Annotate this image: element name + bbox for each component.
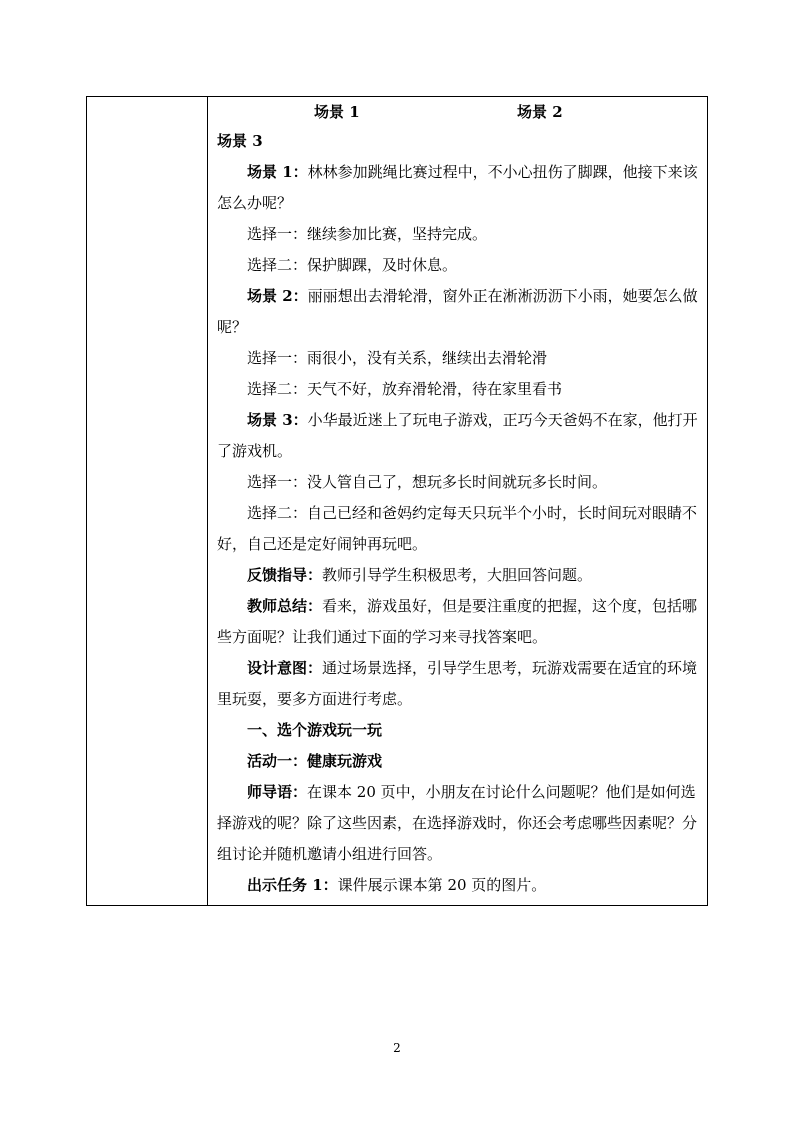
scene2-label: 场景 2： <box>247 287 308 305</box>
task-text: 课件展示课本第 20 页的图片。 <box>337 876 547 894</box>
feedback-label: 反馈指导： <box>247 566 323 584</box>
scene3-choice2: 选择二：自己已经和爸妈约定每天只玩半个小时，长时间玩对眼睛不好，自己还是定好闹钟再玩吧。 <box>217 504 698 553</box>
scene2-paragraph <box>217 281 699 343</box>
feedback-paragraph <box>217 560 699 591</box>
scene3-paragraph <box>217 405 699 467</box>
scene3-choice1: 选择一：没人管自己了，想玩多长时间就玩多长时间。 <box>247 473 608 491</box>
scene1-choice2: 选择二：保护脚踝，及时休息。 <box>247 256 458 274</box>
feedback-text: 教师引导学生积极思考，大胆回答问题。 <box>322 566 593 584</box>
summary-text: 看来，游戏虽好，但是要注重度的把握，这个度，包括哪些方面呢？让我们通过下面的学习来寻找答案吧。 <box>217 597 698 646</box>
guide-label: 师导语： <box>247 783 308 801</box>
summary-label: 教师总结： <box>247 597 323 615</box>
scene3-text: 小华最近迷上了玩电子游戏，正巧今天爸妈不在家，他打开了游戏机。 <box>217 411 698 460</box>
scene1-text: 林林参加跳绳比赛过程中，不小心扭伤了脚踝，他接下来该怎么办呢？ <box>217 163 698 212</box>
scene2-text: 丽丽想出去滑轮滑，窗外正在淅淅沥沥下小雨，她要怎么做呢？ <box>217 287 698 336</box>
summary-paragraph <box>217 591 699 653</box>
page-number: 2 <box>393 1041 401 1055</box>
scene1-paragraph <box>217 157 699 219</box>
lesson-content <box>208 97 707 901</box>
right-column-cell <box>208 97 707 905</box>
scene2-choice2: 选择二：天气不好，放弃滑轮滑，待在家里看书 <box>247 380 563 398</box>
scene1-header: 场景 1 <box>314 103 360 121</box>
scene-headers <box>217 101 699 123</box>
design-label: 设计意图： <box>247 659 323 677</box>
activity-title: 活动一：健康玩游戏 <box>247 752 383 770</box>
lesson-table <box>86 96 708 906</box>
design-paragraph <box>217 653 699 715</box>
scene3-label: 场景 3： <box>247 411 308 429</box>
scene3-header: 场景 3 <box>217 132 263 150</box>
section-title: 一、选个游戏玩一玩 <box>247 721 383 739</box>
scene1-label: 场景 1： <box>247 163 308 181</box>
guide-text: 在课本 20 页中，小朋友在讨论什么问题呢？他们是如何选择游戏的呢？除了这些因素，在选择游戏时，你还会考虑哪些因素呢？分组讨论并随机邀请小组进行回答。 <box>217 783 698 863</box>
left-column-cell <box>87 97 208 905</box>
design-text: 通过场景选择，引导学生思考，玩游戏需要在适宜的环境里玩耍，要多方面进行考虑。 <box>217 659 698 708</box>
task-label: 出示任务 1： <box>247 876 338 894</box>
task-paragraph <box>217 870 699 901</box>
scene1-choice1: 选择一：继续参加比赛，坚持完成。 <box>247 225 488 243</box>
scene2-choice1: 选择一：雨很小，没有关系，继续出去滑轮滑 <box>247 349 548 367</box>
scene2-header: 场景 2 <box>517 103 563 121</box>
guide-paragraph <box>217 777 699 870</box>
